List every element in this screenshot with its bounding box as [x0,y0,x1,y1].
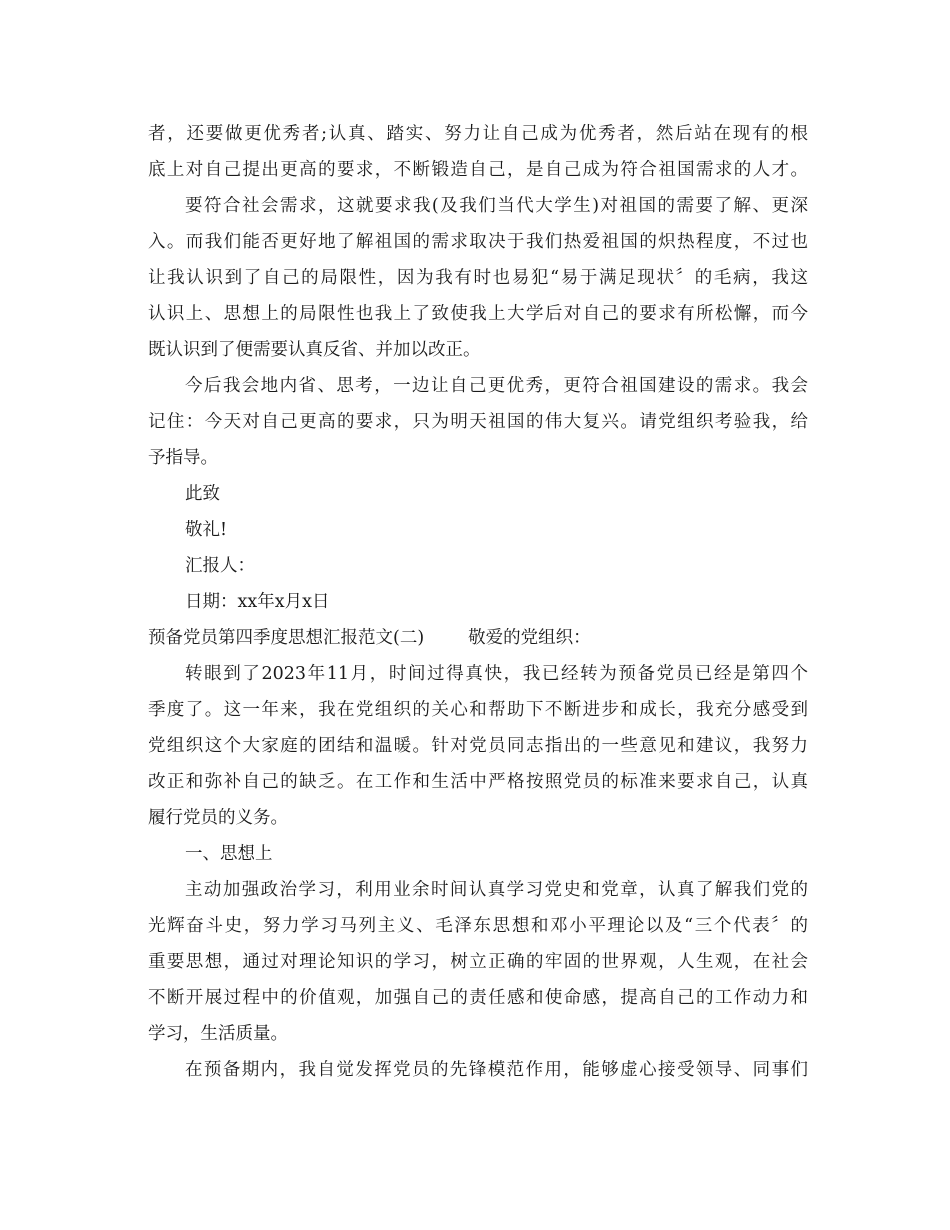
subsection-heading: 一、思想上 [185,844,273,864]
section-title: 预备党员第四季度思想汇报范文(二) [148,628,425,648]
text-line: 入。而我们能否更好地了解祖国的需求取决于我们热爱祖国的炽热程度，不过也 [148,232,808,252]
text-line: 履行党员的义务。 [148,808,288,828]
text-line: 认识上、思想上的局限性也我上了致使我上大学后对自己的要求有所松懈，而今 [148,304,808,324]
text-line: 予指导。 [148,448,218,468]
text-line: 光辉奋斗史，努力学习马列主义、毛泽东思想和邓小平理论以及“三个代表〞的 [148,916,808,936]
text-line: 底上对自己提出更高的要求，不断锻造自己，是自己成为符合祖国需求的人才。 [148,160,808,180]
text-line: 学习，生活质量。 [148,1024,288,1044]
text-line: 既认识到了便需要认真反省、并加以改正。 [148,340,481,360]
paragraph-start: 要符合社会需求，这就要求我(及我们当代大学生)对祖国的需要了解、更深 [185,196,808,216]
text-line: 重要思想，通过对理论知识的学习，树立正确的牢固的世界观，人生观，在社会 [148,952,808,972]
closing-regards: 敬礼! [185,520,228,540]
text-line: 党组织这个大家庭的团结和温暖。针对党员同志指出的一些意见和建议，我努力 [148,736,808,756]
greeting: 敬爱的党组织： [468,628,591,648]
section-heading-line [148,620,808,656]
text-line: 者，还要做更优秀者;认真、踏实、努力让自己成为优秀者，然后站在现有的根 [148,124,808,144]
paragraph-start: 转眼到了2023年11月，时间过得真快，我已经转为预备党员已经是第四个 [185,664,808,684]
paragraph-start: 主动加强政治学习，利用业余时间认真学习党史和党章，认真了解我们党的 [185,880,808,900]
paragraph-start: 今后我会地内省、思考，一边让自己更优秀，更符合祖国建设的需求。我会 [185,376,808,396]
reporter-label: 汇报人： [185,556,255,576]
body-text [148,116,808,1088]
text-line: 让我认识到了自己的局限性，因为我有时也易犯“易于满足现状〞的毛病，我这 [148,268,808,288]
text-line: 改正和弥补自己的缺乏。在工作和生活中严格按照党员的标准来要求自己，认真 [148,772,808,792]
closing-salutation: 此致 [185,484,220,504]
paragraph-start: 在预备期内，我自觉发挥党员的先锋模范作用，能够虚心接受领导、同事们 [185,1060,808,1080]
text-line: 季度了。这一年来，我在党组织的关心和帮助下不断进步和成长，我充分感受到 [148,700,808,720]
text-line: 记住：今天对自己更高的要求，只为明天祖国的伟大复兴。请党组织考验我，给 [148,412,808,432]
date-line: 日期：xx年x月x日 [185,592,330,612]
text-line: 不断开展过程中的价值观，加强自己的责任感和使命感，提高自己的工作动力和 [148,988,808,1008]
